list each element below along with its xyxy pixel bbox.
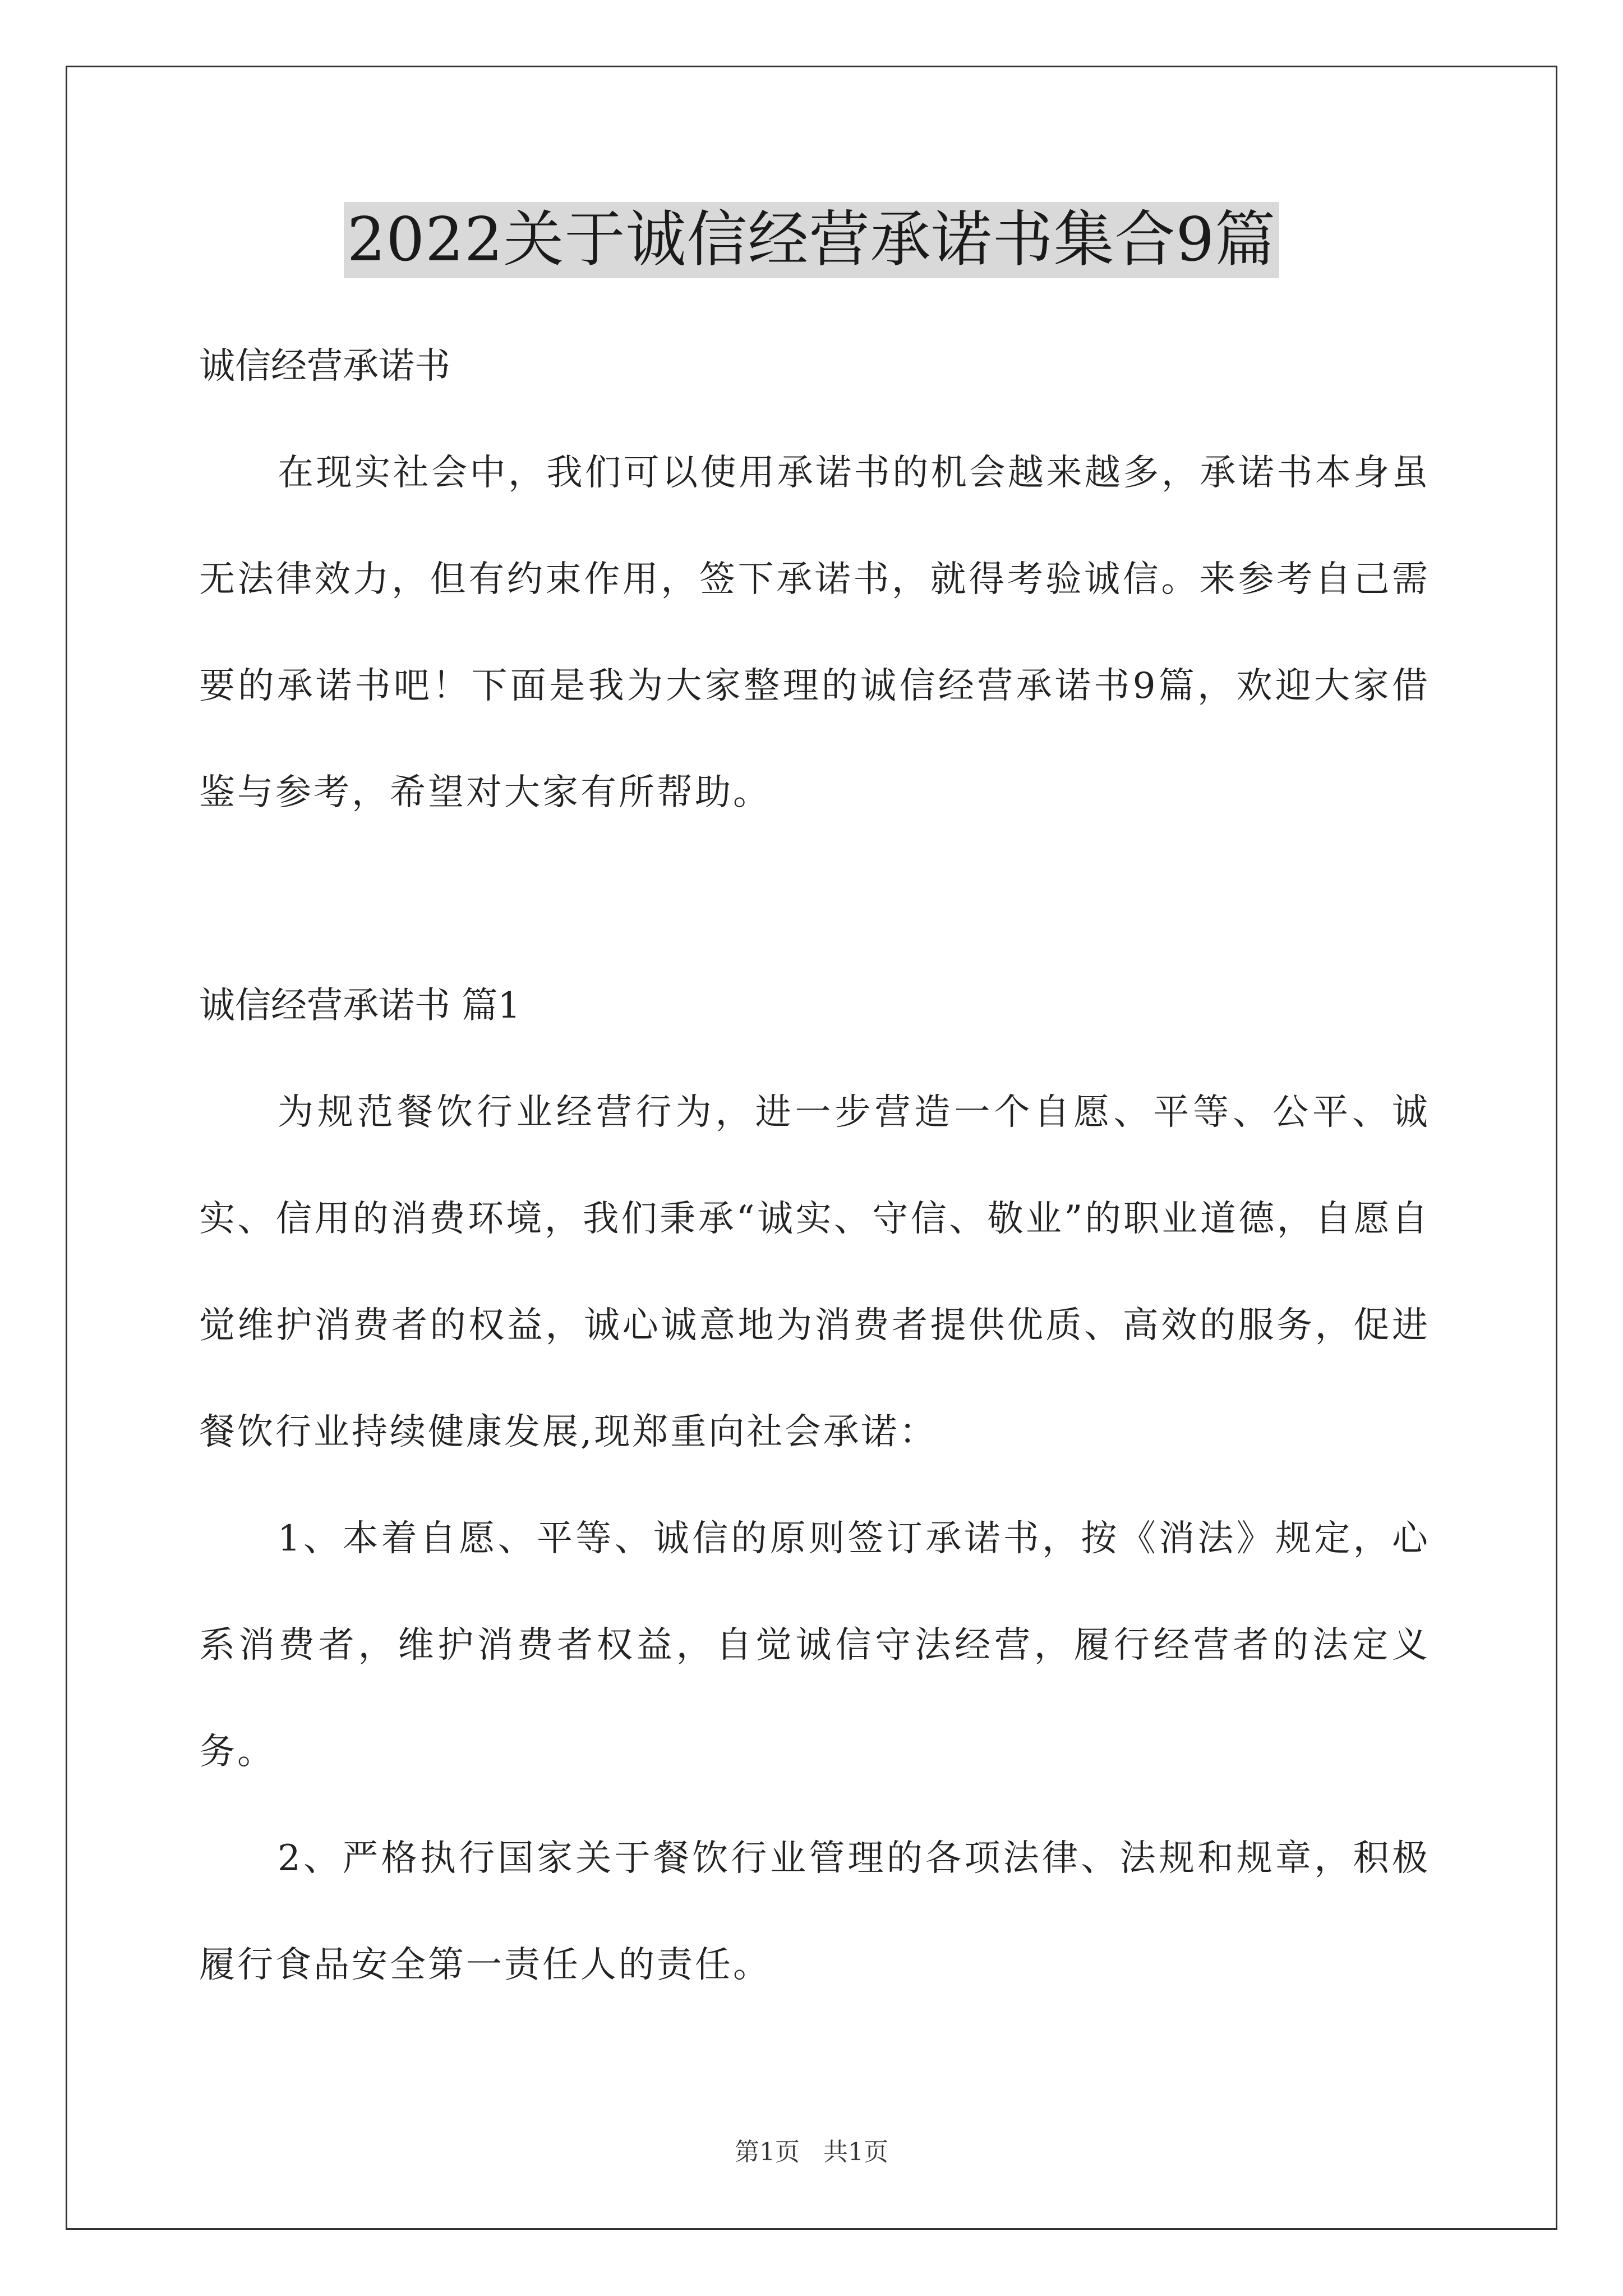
intro-heading: 诚信经营承诺书 bbox=[199, 346, 450, 387]
section-1-paragraph-1: 为规范餐饮行业经营行为，进一步营造一个自愿、平等、公平、诚实、信用的消费环境，我们秉承“诚实、守信、敬业”的职业道德，自愿自觉维护消费者的权益，诚心诚意地为消费者提供优质、高效的服务，促进餐饮行业持续健康发展,现郑重向社会承诺： bbox=[199, 1092, 1430, 1453]
section-1-heading: 诚信经营承诺书 篇1 bbox=[199, 985, 521, 1027]
section-1-paragraph-2: 1、本着自愿、平等、诚信的原则签订承诺书，按《消法》规定，心系消费者，维护消费者权益，自觉诚信守法经营，履行经营者的法定义务。 bbox=[199, 1518, 1430, 1773]
section-1-paragraph-3: 2、严格执行国家关于餐饮行业管理的各项法律、法规和规章，积极履行食品安全第一责任人的责任。 bbox=[199, 1838, 1430, 1986]
document-title: 2022关于诚信经营承诺书集合9篇 bbox=[344, 202, 1280, 278]
page-total: 共1页 bbox=[823, 2138, 888, 2166]
document-body bbox=[199, 313, 1430, 2018]
title-container bbox=[0, 202, 1623, 278]
intro-paragraph: 在现实社会中，我们可以使用承诺书的机会越来越多，承诺书本身虽无法律效力，但有约束作用，签下承诺书，就得考验诚信。来参考自己需要的承诺书吧！下面是我为大家整理的诚信经营承诺书9篇，欢迎大家借鉴与参考，希望对大家有所帮助。 bbox=[199, 452, 1430, 813]
page-number: 第1页 bbox=[735, 2138, 800, 2166]
page-footer bbox=[0, 2132, 1623, 2168]
section-spacer bbox=[199, 846, 1430, 953]
